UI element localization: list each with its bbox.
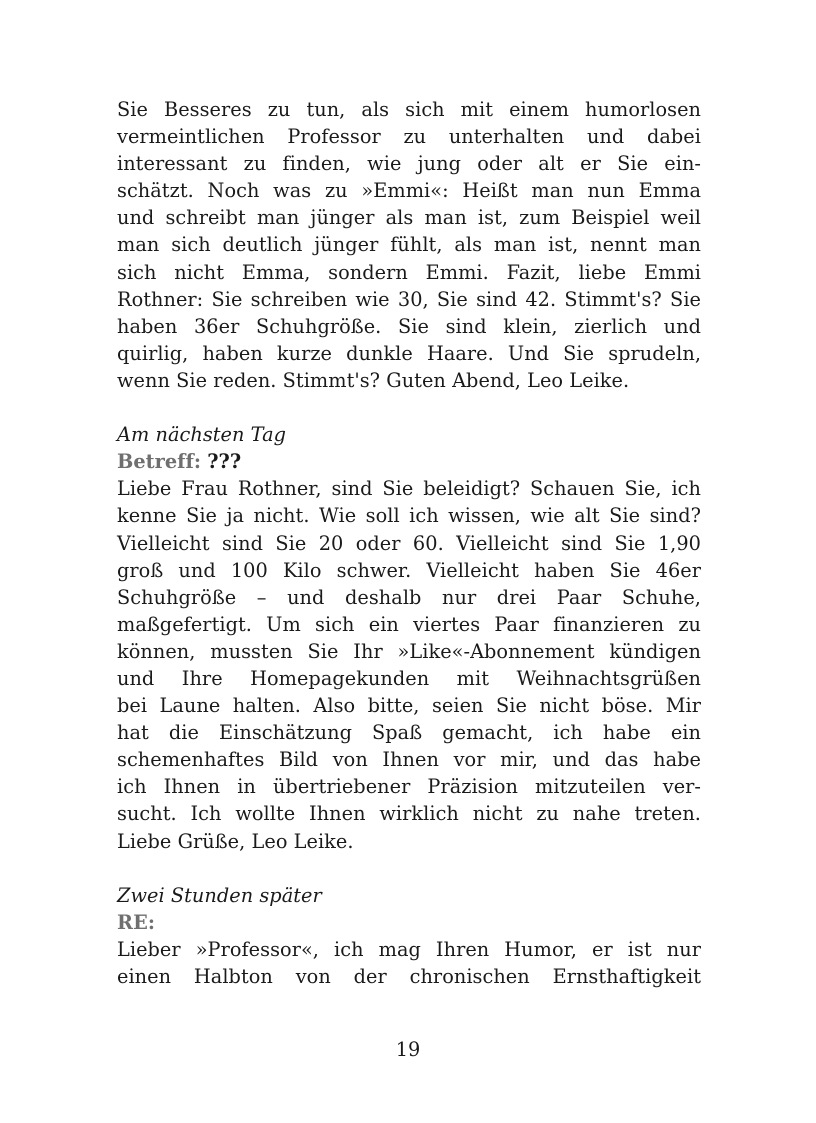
text-line: schemenhaftes Bild von Ihnen vor mir, und das habe <box>117 748 701 772</box>
text-line: und Ihre Homepagekunden mit Weihnachtsgrüßen <box>117 666 701 690</box>
text-line: bei Laune halten. Also bitte, seien Sie nicht böse. Mir <box>117 694 701 718</box>
subject-value: ??? <box>207 450 242 474</box>
book-page-body <box>117 96 701 990</box>
email-section-3 <box>117 882 701 990</box>
subject-line <box>117 909 701 936</box>
subject-line <box>117 448 701 475</box>
section-heading: Zwei Stunden später <box>117 883 322 907</box>
text-line: sich nicht Emma, sondern Emmi. Fazit, liebe Emmi <box>117 260 701 284</box>
text-line: wenn Sie reden. Stimmt's? Guten Abend, Leo Leike. <box>117 368 630 392</box>
text-line: Liebe Frau Rothner, sind Sie beleidigt? Schauen Sie, ich <box>117 477 701 501</box>
text-line: Vielleicht sind Sie 20 oder 60. Vielleicht sind Sie 1,90 <box>117 531 701 555</box>
paragraph-1 <box>117 96 701 394</box>
text-line: hat die Einschätzung Spaß gemacht, ich habe ein <box>117 721 701 745</box>
text-line: interessant zu finden, wie jung oder alt er Sie ein- <box>117 152 701 176</box>
text-line: Sie Besseres zu tun, als sich mit einem humorlosen <box>117 98 701 121</box>
text-line: Lieber »Professor«, ich mag Ihren Humor, er ist nur <box>117 937 701 961</box>
text-line: maßgefertigt. Um sich ein viertes Paar finanzieren zu <box>117 612 701 636</box>
text-line: sucht. Ich wollte Ihnen wirklich nicht zu nahe treten. <box>117 802 701 826</box>
section-heading: Am nächsten Tag <box>117 423 287 447</box>
text-line: haben 36er Schuhgröße. Sie sind klein, zierlich und <box>117 314 701 338</box>
text-line: groß und 100 Kilo schwer. Vielleicht haben Sie 46er <box>117 558 701 582</box>
text-line: man sich deutlich jünger fühlt, als man ist, nennt man <box>117 233 701 257</box>
text-line: Schuhgröße – und deshalb nur drei Paar Schuhe, <box>117 585 701 609</box>
text-line: quirlig, haben kurze dunkle Haare. Und Sie sprudeln, <box>117 341 701 365</box>
text-line: ich Ihnen in übertriebener Präzision mitzuteilen ver- <box>117 775 701 799</box>
text-line: einen Halbton von der chronischen Ernsthaftigkeit <box>117 965 701 988</box>
text-line: Liebe Grüße, Leo Leike. <box>117 829 354 853</box>
text-line: schätzt. Noch was zu »Emmi«: Heißt man nun Emma <box>117 179 701 203</box>
text-line: Rothner: Sie schreiben wie 30, Sie sind 42. Stimmt's? Sie <box>117 287 701 311</box>
text-line: und schreibt man jünger als man ist, zum Beispiel weil <box>117 206 701 230</box>
paragraph-gap <box>117 855 701 882</box>
email-section-2 <box>117 421 701 855</box>
text-line: können, mussten Sie Ihr »Like«-Abonnement kündigen <box>117 639 701 663</box>
text-line: kenne Sie ja nicht. Wie soll ich wissen, wie alt Sie sind? <box>117 504 701 528</box>
subject-label: Betreff: <box>117 450 202 474</box>
paragraph-gap <box>117 394 701 421</box>
subject-label: RE: <box>117 910 155 934</box>
page-number: 19 <box>395 1038 421 1061</box>
text-line: vermeintlichen Professor zu unterhalten und dabei <box>117 125 701 149</box>
